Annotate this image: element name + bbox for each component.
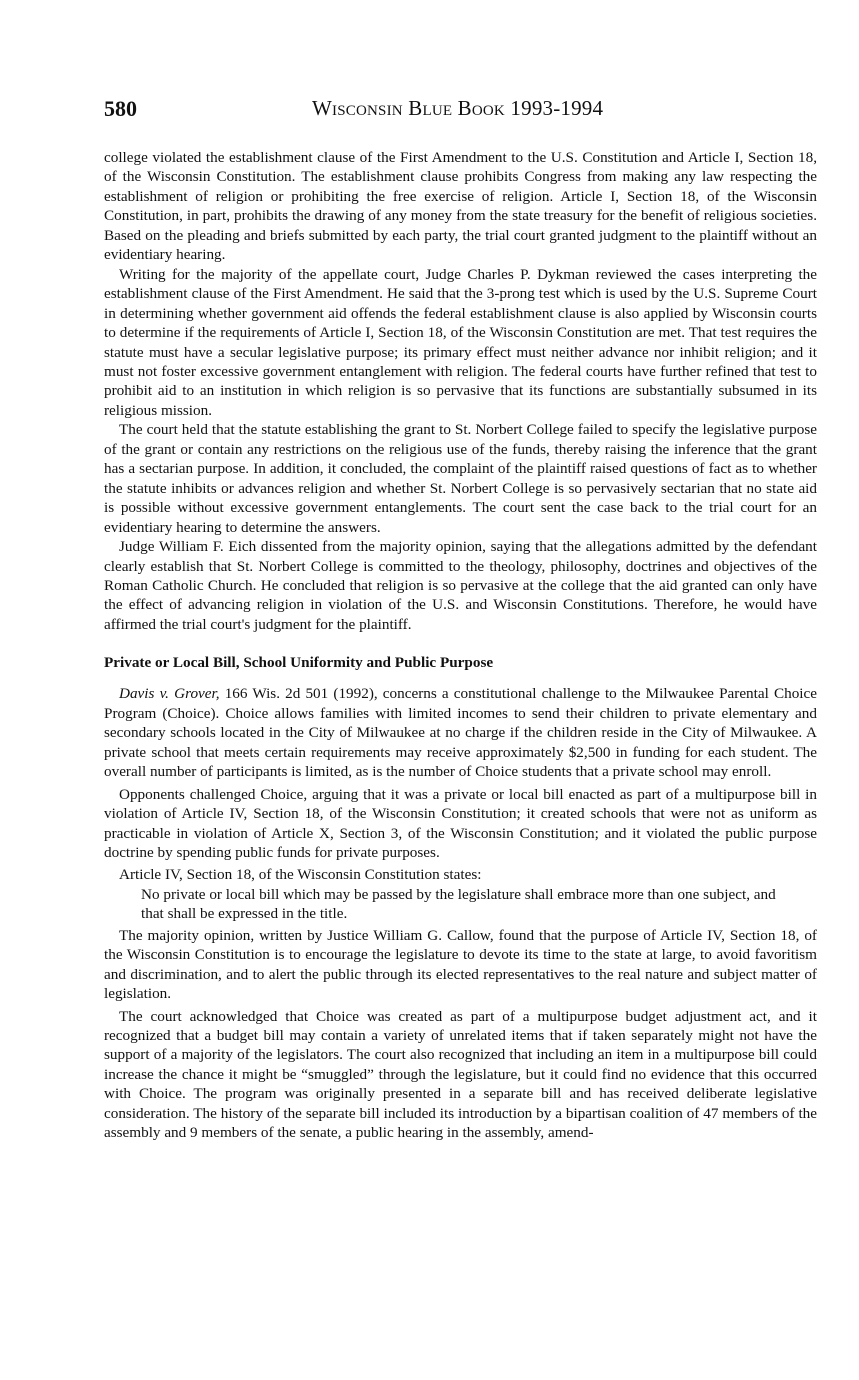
paragraph: Judge William F. Eich dissented from the majority opinion, saying that the allegations admitted by the defendant clearly establish that St. Norbert College is committed to the theology, philosophy, doctrines and objectives of the Roman Catholic Church. He concluded that religion is so pervasive at the college that the aid granted can only have the effect of advancing religion in violation of the U.S. and Wisconsin Constitutions. Therefore, he would have affirmed the trial court's judgment for the plaintiff. [104, 538, 817, 633]
paragraph: The court acknowledged that Choice was created as part of a multipurpose budget adjustment act, and it recognized that a budget bill may contain a variety of unrelated items that if taken separately might not have the support of a majority of the legislators. The court also recognized that including an item in a multipurpose bill could increase the chance it might be “smuggled” through the legislature, but it could find no evidence that this occurred with Choice. The program was originally presented in a separate bill and has received deliberate legislative consideration. The history of the separate bill included its introduction by a bipartisan coalition of 47 members of the assembly and 9 members of the senate, a public hearing in the assembly, amend- [104, 1007, 817, 1142]
paragraph: Writing for the majority of the appellate court, Judge Charles P. Dykman reviewed the cases interpreting the establishment clause of the First Amendment. He said that the 3-prong test which is used by the U.S. Supreme Court in determining whether government aid offends the federal establishment clause is also applied by Wisconsin courts to determine if the requirements of Article I, Section 18, of the Wisconsin Constitution are met. That test requires the statute must have a secular legislative purpose; its primary effect must neither advance nor inhibit religion; and it must not foster excessive government entanglement with religion. The federal courts have further refined that test to prohibit aid to an institution in which religion is so pervasive that its functions are substantially subsumed in its religious mission. [104, 265, 817, 419]
case-name: Davis v. Grover, [119, 685, 220, 703]
block-quote: No private or local bill which may be passed by the legislature shall embrace more than one subject, and that shall be expressed in the title. [141, 885, 776, 923]
page-number: 580 [104, 96, 137, 121]
paragraph: The court held that the statute establishing the grant to St. Norbert College failed to specify the legislative purpose of the grant or contain any restrictions on the religious use of the funds, thereby raising the inference that the grant has a sectarian purpose. In addition, it concluded, the complaint of the plaintiff raised questions of fact as to whether the statute inhibits or advances religion and whether St. Norbert College is so pervasively sectarian that no state aid is possible without excessive government entanglements. The court sent the case back to the trial court for an evidentiary hearing to determine the answers. [104, 421, 817, 536]
paragraph: Opponents challenged Choice, arguing that it was a private or local bill enacted as part of a multipurpose bill in violation of Article IV, Section 18, of the Wisconsin Constitution; it created schools that were not as uniform as practicable in violation of Article X, Section 3, of the Wisconsin Constitution; and it violated the public purpose doctrine by spending public funds for private purposes. [104, 785, 817, 861]
paragraph: Article IV, Section 18, of the Wisconsin Constitution states: [119, 866, 482, 884]
paragraph: college violated the establishment clause of the First Amendment to the U.S. Constitution and Article I, Section 18, of the Wisconsin Constitution. The establishment clause prohibits Congress from making any law respecting the establishment of religion or prohibiting the free exercise of religion. Article I, Section 18, of the Wisconsin Constitution, in part, prohibits the drawing of any money from the state treasury for the benefit of religious societies. Based on the pleading and briefs submitted by each party, the trial court granted judgment to the plaintiff without an evidentiary hearing. [104, 149, 817, 264]
paragraph-text: 166 Wis. 2d 501 (1992), concerns a constitutional challenge to the Milwaukee Parental Choice Program (Choice). Choice allows families with limited incomes to send their children to private elementary and secondary schools located in the City of Milwaukee at no charge if the children reside in the City of Milwaukee. A private school that meets certain requirements may receive approximately $2,500 in funding for each student. The overall number of participants is limited, as is the number of Choice students that a private school may enroll. [104, 685, 817, 781]
document-page [104, 92, 817, 1143]
running-head: Wisconsin Blue Book 1993-1994 [312, 96, 604, 120]
body-text [104, 148, 817, 1143]
paragraph [104, 684, 817, 781]
section-heading: Private or Local Bill, School Uniformity and Public Purpose [104, 654, 494, 672]
page-header [104, 92, 817, 126]
paragraph: The majority opinion, written by Justice William G. Callow, found that the purpose of Article IV, Section 18, of the Wisconsin Constitution is to encourage the legislature to devote its time to the state at large, to avoid favoritism and discrimination, and to alert the public through its elected representatives to the real nature and subject matter of legislation. [104, 926, 817, 1003]
